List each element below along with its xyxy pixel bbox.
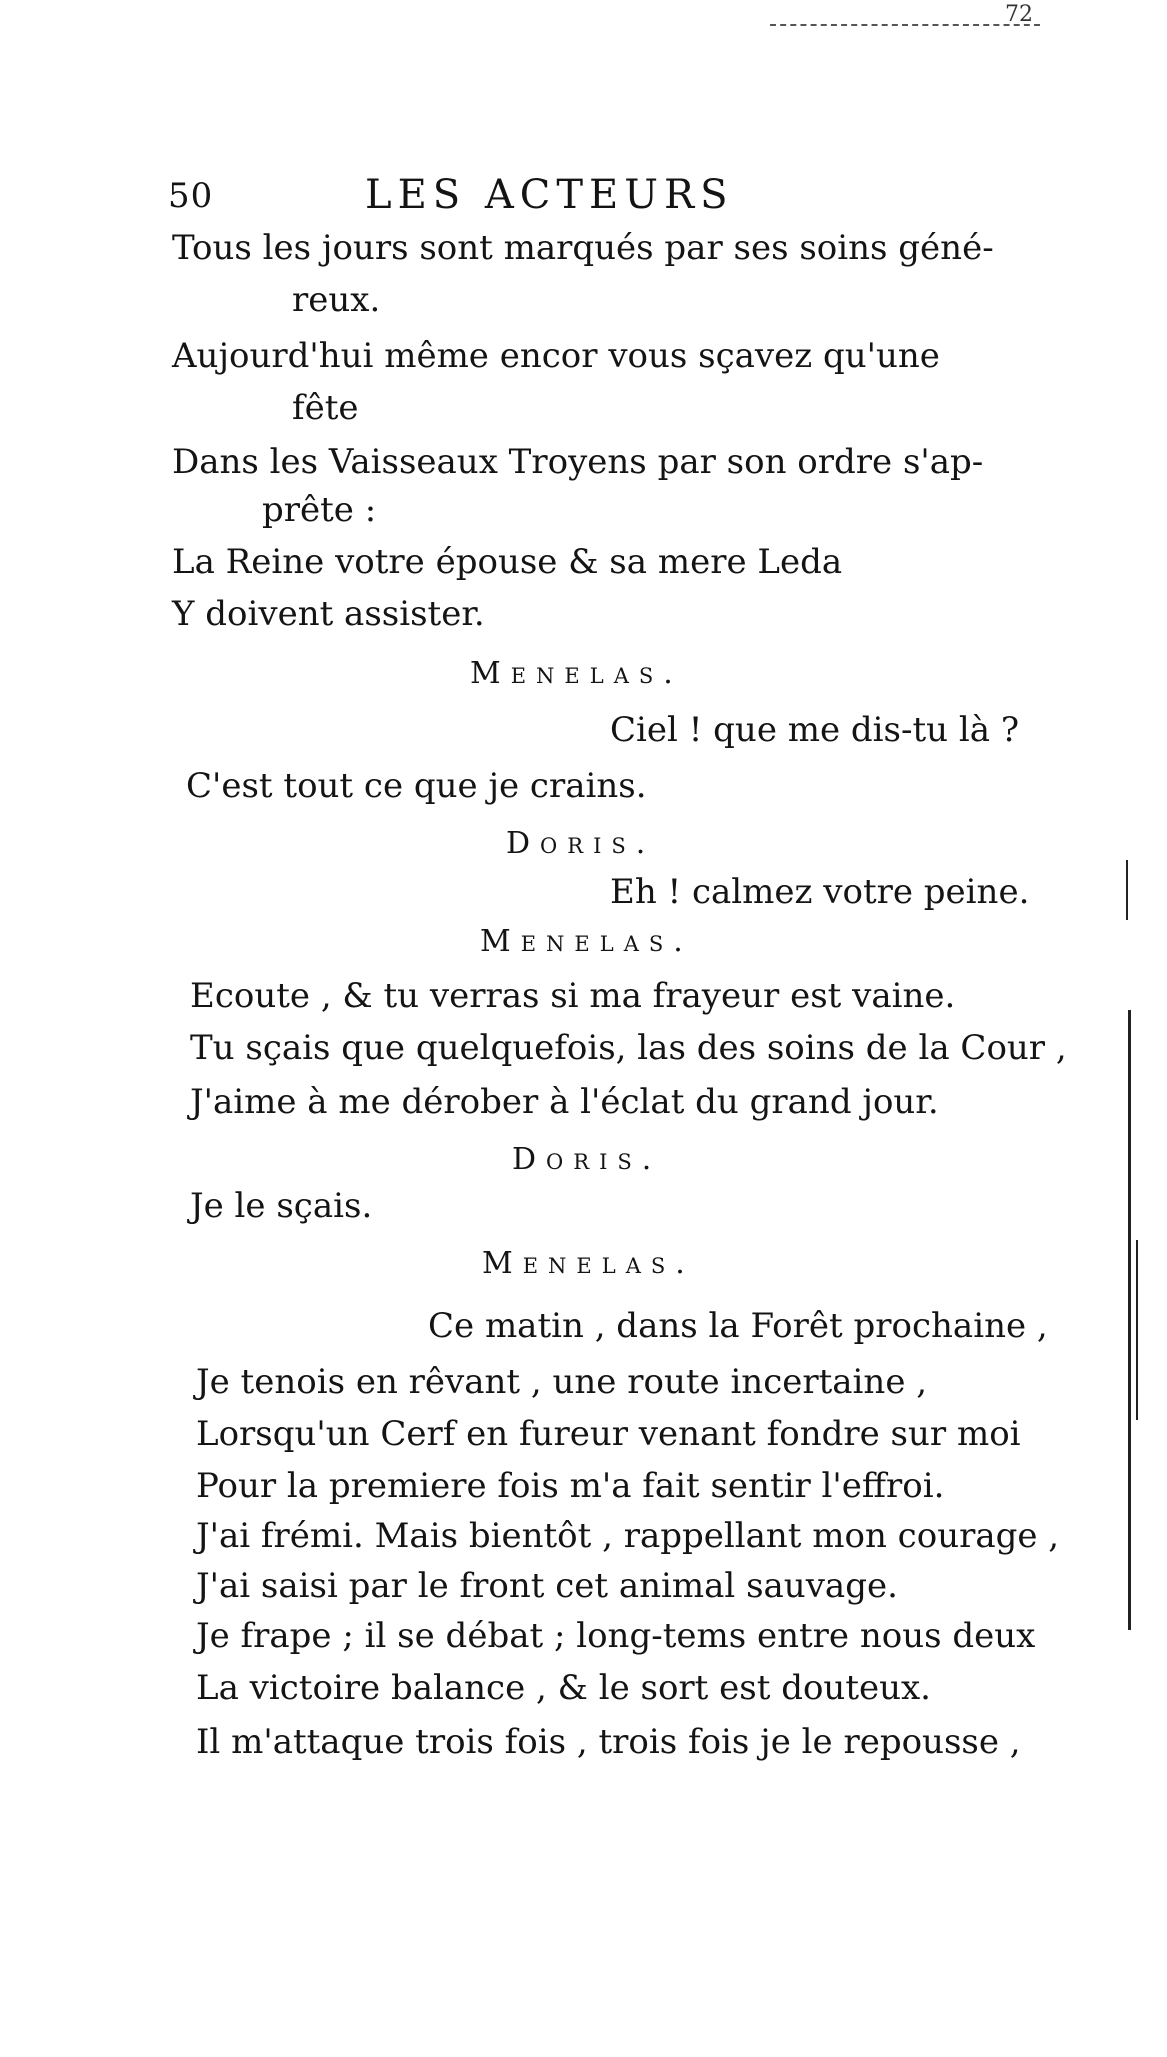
speaker-name: Menelas.: [470, 656, 683, 691]
page-number: 50: [168, 176, 214, 216]
verse-line: Eh ! calmez votre peine.: [610, 872, 1030, 912]
verse-line: Tu sçais que quelquefois, las des soins de la Cour ,: [190, 1028, 1067, 1068]
top-rule: [770, 24, 1040, 28]
verse-line: Ecoute , & tu verras si ma frayeur est vaine.: [190, 976, 956, 1016]
verse-line: Dans les Vaisseaux Troyens par son ordre s'ap-: [172, 442, 984, 482]
verse-line: prête :: [262, 490, 377, 530]
speaker-name: Doris.: [512, 1142, 662, 1177]
corner-mark: 72: [1005, 2, 1033, 27]
margin-line: [1128, 1010, 1131, 1630]
verse-line: Pour la premiere fois m'a fait sentir l'effroi.: [196, 1466, 945, 1506]
running-head: LES ACTEURS: [365, 172, 734, 218]
verse-line: La victoire balance , & le sort est douteux.: [196, 1668, 931, 1708]
verse-line: Ce matin , dans la Forêt prochaine ,: [428, 1306, 1048, 1346]
verse-line: Je tenois en rêvant , une route incertaine ,: [196, 1362, 928, 1402]
speaker-name: Menelas.: [480, 924, 693, 959]
verse-line: fête: [292, 388, 359, 428]
verse-line: Je le sçais.: [190, 1186, 373, 1226]
verse-line: Je frape ; il se débat ; long-tems entre nous deux: [196, 1616, 1036, 1656]
speaker-name: Doris.: [506, 826, 656, 861]
verse-line: Lorsqu'un Cerf en fureur venant fondre sur moi: [196, 1414, 1021, 1454]
speaker-name: Menelas.: [482, 1246, 695, 1281]
verse-line: J'aime à me dérober à l'éclat du grand jour.: [190, 1082, 939, 1122]
verse-line: J'ai saisi par le front cet animal sauvage.: [196, 1566, 898, 1606]
verse-line: J'ai frémi. Mais bientôt , rappellant mon courage ,: [196, 1516, 1060, 1556]
verse-line: reux.: [292, 280, 381, 320]
verse-line: Y doivent assister.: [172, 594, 485, 634]
verse-line: Tous les jours sont marqués par ses soins géné-: [172, 228, 994, 268]
verse-line: La Reine votre épouse & sa mere Leda: [172, 542, 843, 582]
margin-line: [1136, 1240, 1138, 1420]
verse-line: C'est tout ce que je crains.: [186, 766, 647, 806]
verse-line: Il m'attaque trois fois , trois fois je le repousse ,: [196, 1722, 1021, 1762]
verse-line: Ciel ! que me dis-tu là ?: [610, 710, 1020, 750]
margin-line: [1126, 860, 1128, 920]
verse-line: Aujourd'hui même encor vous sçavez qu'une: [172, 336, 940, 376]
